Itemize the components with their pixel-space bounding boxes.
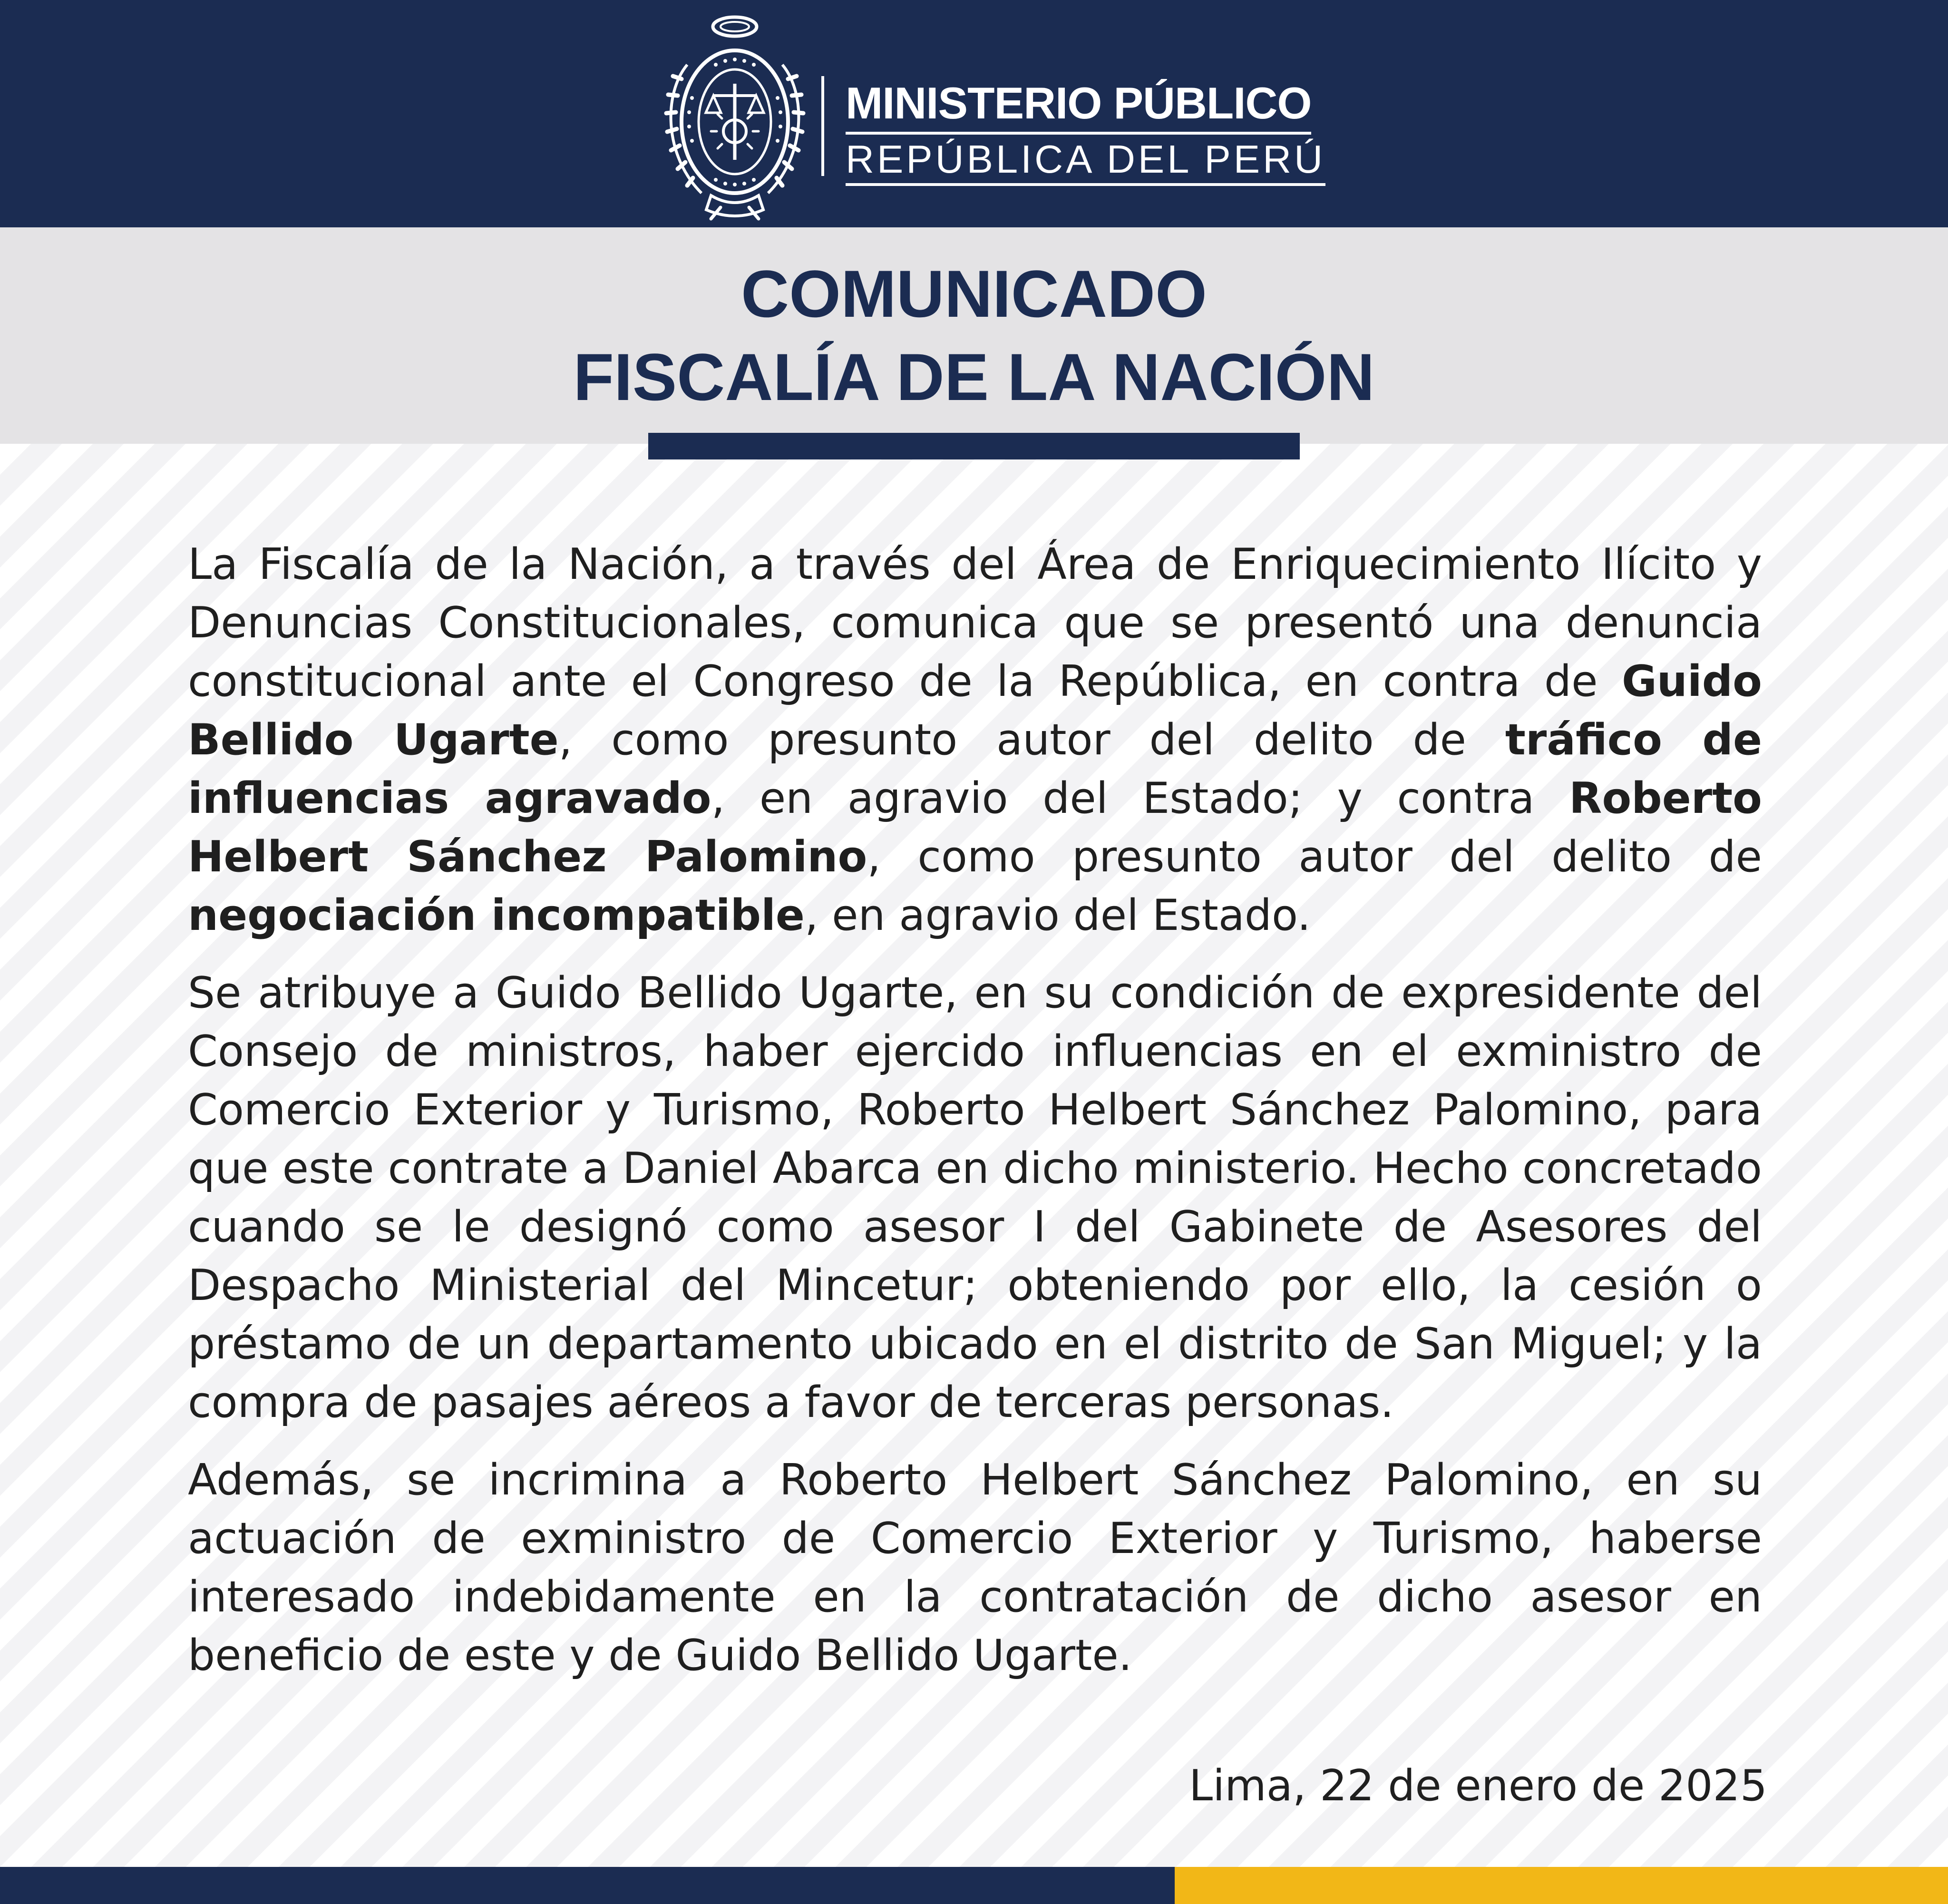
title-line-1: COMUNICADO [741, 256, 1207, 331]
emphasized-text: tráfico de influencias agravado [188, 715, 1762, 823]
title-underline-bar [648, 433, 1300, 459]
paragraph-text: , en agravio del Estado. [804, 890, 1311, 940]
paragraph-1 [188, 535, 1762, 945]
statement-date: Lima, 22 de enero de 2025 [1188, 1761, 1767, 1811]
emphasized-text: Roberto Helbert Sánchez Palomino [188, 773, 1763, 882]
brand-block [846, 78, 1326, 186]
header-banner [0, 0, 1948, 227]
footer-bar-navy [0, 1867, 1175, 1904]
brand-name: MINISTERIO PÚBLICO [846, 78, 1311, 135]
page-title [0, 252, 1948, 419]
title-line-2: FISCALÍA DE LA NACIÓN [573, 340, 1375, 414]
paragraph-3: Además, se incrimina a Roberto Helbert Sánchez Palomino, en su actuación de exministro de Comercio Exterior y Turismo, haberse interesado indebidamente en la contratación de dicho asesor en beneficio de este y de Guido Bellido Ugarte. [188, 1455, 1762, 1680]
paragraph-2: Se atribuye a Guido Bellido Ugarte, en su condición de expresidente del Consejo de ministros, haber ejercido influencias en el exministro de Comercio Exterior y Turismo, Roberto Helbert Sánchez Palomino, para que este contrate a Daniel Abarca en dicho ministerio. Hecho concretado cuando se le designó como asesor I del Gabinete de Asesores del Despacho Ministerial del Mincetur; obteniendo por ello, la cesión o préstamo de un departamento ubicado en el distrito de San Miguel; y la compra de pasajes aéreos a favor de terceras personas. [188, 968, 1762, 1427]
paragraph-text: , como presunto autor del delito de [558, 715, 1505, 765]
brand-country: REPÚBLICA DEL PERÚ [846, 137, 1325, 186]
paragraph-text: , en agravio del Estado; y contra [711, 773, 1569, 823]
statement-body [188, 535, 1762, 1704]
ministerio-publico-seal-icon [659, 12, 811, 222]
footer-bar-gold [1175, 1867, 1948, 1904]
emphasized-text: Guido Bellido Ugarte [188, 656, 1762, 765]
paragraph-text: , como presunto autor del delito de [867, 832, 1762, 882]
header-divider [821, 76, 824, 176]
emphasized-text: negociación incompatible [188, 890, 805, 940]
paragraph-text: La Fiscalía de la Nación, a través del Área de Enriquecimiento Ilícito y Denuncias Constitucionales, comunica que se presentó una denuncia constitucional ante el Congreso de la República, en contra de [188, 539, 1762, 706]
